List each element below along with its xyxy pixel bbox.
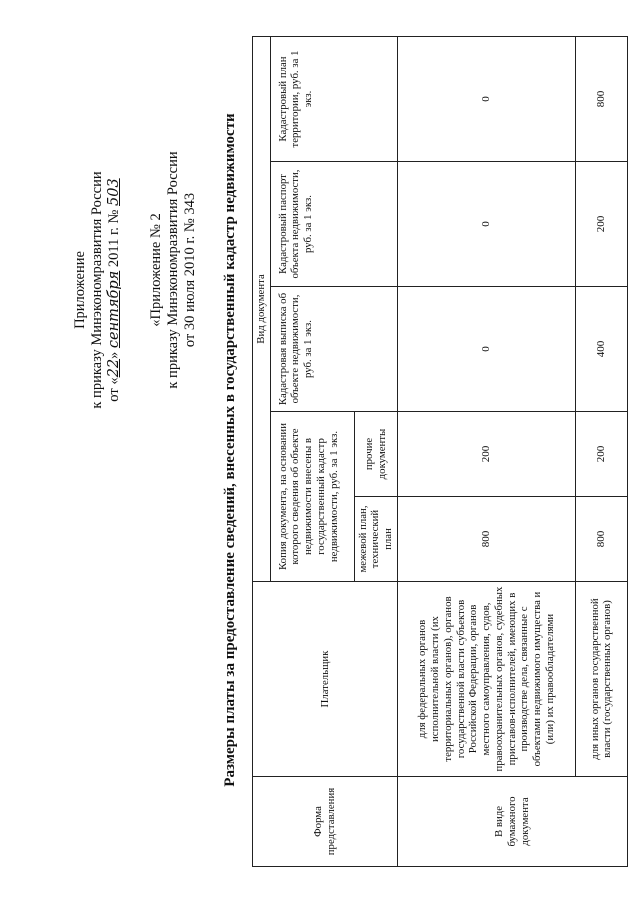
header-passport: Кадастровый паспорт объекта недвижимости, руб. за 1 экз. — [270, 162, 397, 287]
appendix2-date: от 30 июля 2010 г. № 343 — [182, 192, 199, 348]
appendix2-order: к приказу Минэкономразвития России — [165, 151, 182, 389]
table-row — [575, 36, 627, 866]
header-copy: Копия документа, на основании которого сведения об объекте недвижимости внесены в государственный кадастр недвижимости, руб. за 1 экз. — [270, 412, 354, 582]
form-paper: В виде бумажного документа — [397, 777, 627, 867]
header-extract: Кадастровая выписка об объекте недвижимости, руб. за 1 экз. — [270, 287, 397, 412]
fee-table — [252, 36, 628, 867]
appendix-order: к приказу Минэкономразвития России — [89, 171, 106, 409]
value-territory: 0 — [397, 36, 575, 161]
document-title: Размеры платы за предоставление сведений, внесенных в государственный кадастр недвижимости — [222, 113, 238, 787]
appendix2-header — [148, 65, 199, 475]
handwritten-number: 503 — [106, 178, 123, 206]
appendix-header — [72, 70, 123, 510]
header-form: Форма представления — [253, 777, 398, 867]
value-plan: 800 — [575, 497, 627, 582]
header-copy-other: прочие документы — [354, 412, 397, 497]
value-passport: 0 — [397, 162, 575, 287]
payer-cell: для федеральных органов исполнительной власти (их территориальных органов), органов государственной власти субъектов Российской Федерации, органов местного самоуправления, судов, правоохранительных органов, судебных приставов-исполнителей, имеющих в производстве дела, связанные с объектами недвижимого имущества и (или) их правообладателями — [397, 582, 575, 777]
value-other: 200 — [575, 412, 627, 497]
header-territory: Кадастровый план территории, руб. за 1 экз. — [270, 36, 397, 161]
handwritten-month: сентября — [106, 270, 123, 349]
payer-cell: для иных органов государственной власти (государственных органов) — [575, 582, 627, 777]
appendix-title: Приложение — [72, 251, 88, 329]
header-doc-type: Вид документа — [253, 36, 271, 581]
header-payer: Плательщик — [253, 582, 398, 777]
value-plan: 800 — [397, 497, 575, 582]
appendix-date: от «22» сентября 2011 г. № 503 — [106, 178, 123, 402]
value-territory: 800 — [575, 36, 627, 161]
table-row — [397, 36, 575, 866]
value-extract: 0 — [397, 287, 575, 412]
appendix2-title: «Приложение № 2 — [148, 213, 164, 327]
value-passport: 200 — [575, 162, 627, 287]
value-extract: 400 — [575, 287, 627, 412]
handwritten-day: 22 — [106, 358, 123, 378]
header-copy-plan: межевой план, технический план — [354, 497, 397, 582]
value-other: 200 — [397, 412, 575, 497]
